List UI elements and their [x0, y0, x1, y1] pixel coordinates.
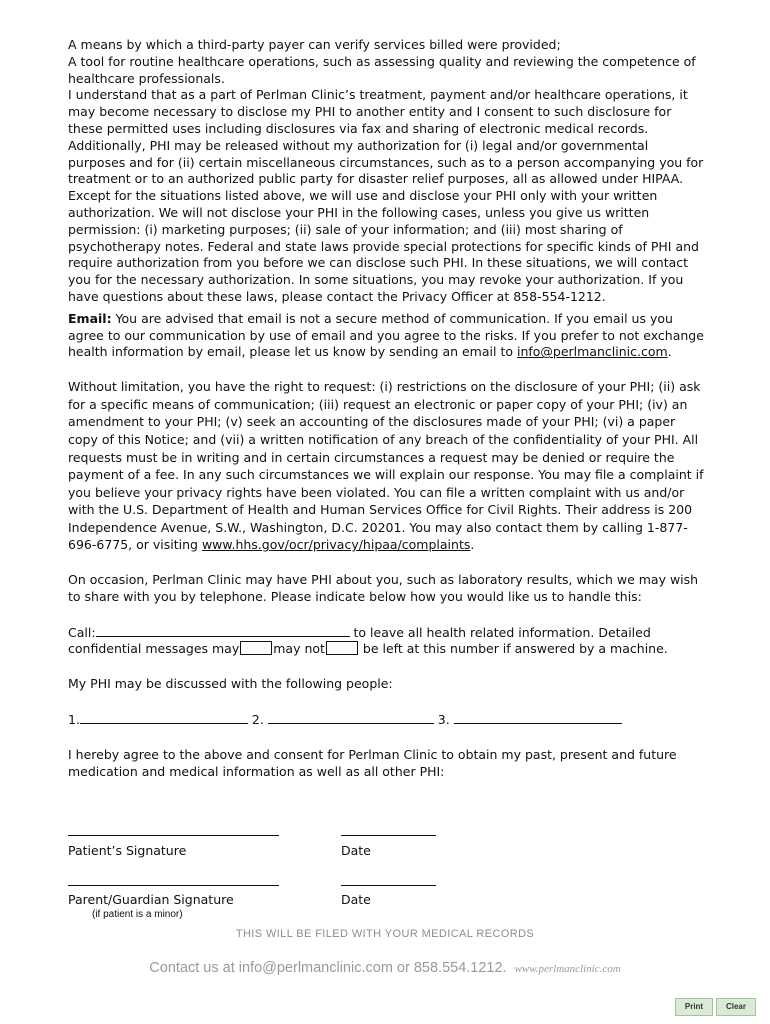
email-text: You are advised that email is not a secure method of communication. If you email us you agree to our communication by use of email and you agree to the risks. If you prefer to not exchange health information by email, please let us know by sending an email to — [68, 310, 704, 360]
document-body — [68, 37, 708, 780]
may-checkbox[interactable] — [240, 641, 272, 655]
call-section: Call: to leave all health related information. Detailed confidential messages may may not be left at this number if answered by a machine. — [68, 624, 668, 657]
email-label: Email: — [68, 310, 112, 326]
person-2-field[interactable] — [268, 711, 434, 724]
guardian-note: (if patient is a minor) — [92, 909, 183, 920]
filed-notice: THIS WILL BE FILED WITH YOUR MEDICAL RECORDS — [235, 928, 535, 940]
disclosure-paragraph: I understand that as a part of Perlman Clinic’s treatment, payment and/or healthcare operations, it may become necessary to disclose my PHI to another entity and I consent to such disclosure for these permitted uses including disclosures via fax and sharing of electronic medical records. Additionally, PHI may be released without my authorization for (i) legal and/or governmental purposes and for (ii) certain miscellaneous circumstances, such as to a person accompanying you for treatment or to an authorized public party for disaster relief purposes, all as allowed under HIPAA. — [68, 87, 704, 187]
people-fields: 1. 2. 3. — [68, 711, 708, 729]
guardian-signature-label: Parent/Guardian Signature — [68, 892, 234, 907]
contact-text: Contact us at info@perlmanclinic.com or 858.554.1212. — [149, 960, 507, 976]
patient-date-label: Date — [341, 843, 371, 858]
guardian-signature-line[interactable] — [68, 884, 279, 886]
call-number-field[interactable] — [96, 624, 350, 637]
consent-paragraph: I hereby agree to the above and consent for Perlman Clinic to obtain my past, present and future medication and medical information as well as all other PHI: — [68, 746, 677, 779]
intro-line-1: A means by which a third-party payer can verify services billed were provided; — [68, 37, 561, 52]
authorization-paragraph: Except for the situations listed above, we will use and disclose your PHI only with your written authorization. We will not disclose your PHI in the following cases, unless you give us written permission: (i) marketing purposes; (ii) sale of your information; and (iii) most sharing of psychotherapy notes. Federal and state laws provide special protections for specific kinds of PHI and require authorization from you before we can disclose such PHI. In these situations, we will contact you for the necessary authorization. In some situations, you may revoke your authorization. If you have questions about these laws, please contact the Privacy Officer at 858-554-1212. — [68, 188, 699, 304]
intro-block — [68, 37, 708, 87]
people-intro: My PHI may be discussed with the following people: — [68, 676, 393, 692]
hhs-link[interactable]: www.hhs.gov/ocr/privacy/hipaa/complaints — [201, 537, 471, 553]
contact-footer — [0, 960, 770, 976]
call-label: Call: — [68, 624, 96, 640]
email-link[interactable]: info@perlmanclinic.com — [516, 344, 668, 360]
patient-signature-label: Patient’s Signature — [68, 843, 187, 858]
patient-signature-line[interactable] — [68, 834, 279, 836]
person-1-field[interactable] — [80, 711, 248, 724]
website-text: www.perlmanclinic.com — [514, 963, 621, 975]
patient-date-line[interactable] — [341, 834, 436, 836]
telephone-paragraph: On occasion, Perlman Clinic may have PHI about you, such as laboratory results, which we may wish to share with you by telephone. Please indicate below how you would like us to handle this: — [68, 572, 699, 604]
person-3-field[interactable] — [454, 711, 622, 724]
clear-button[interactable]: Clear — [716, 998, 756, 1016]
email-paragraph: Email: You are advised that email is not a secure method of communication. If you email us you agree to our communication by use of email and you agree to the risks. If you prefer to not exchange health information by email, please let us know by sending an email to info@perlmanclinic.com. — [68, 310, 704, 360]
intro-line-2: A tool for routine healthcare operations, such as assessing quality and reviewing the competence of healthcare professionals. — [68, 53, 696, 86]
guardian-date-line[interactable] — [341, 884, 436, 886]
print-button[interactable]: Print — [675, 998, 713, 1016]
rights-paragraph: Without limitation, you have the right to request: (i) restrictions on the disclosure of your PHI; (ii) ask for a specific means of communication; (iii) request an electronic or paper copy of your PHI; (iv) an amendment to your PHI; (v) seek an accounting of the disclosures made of your PHI; (vi) a paper copy of this Notice; and (vii) a written notification of any breach of the confidentiality of your PHI. All requests must be in writing and in certain circumstances a request may be denied or require the payment of a fee. In any such circumstances we will explain our response. You may file a complaint if you believe your privacy rights have been violated. You can file a written complaint with us and/or with the U.S. Department of Health and Human Services Office for Civil Rights. Their address is 200 Independence Avenue, S.W., Washington, D.C. 20201. You may also contact them by calling 1-877-696-6775, or visiting www.hhs.gov/ocr/privacy/hipaa/complaints. — [68, 379, 704, 553]
may-not-checkbox[interactable] — [326, 641, 358, 655]
rights-text: Without limitation, you have the right to request: (i) restrictions on the disclosure of your PHI; (ii) ask for a specific means of communication; (iii) request an electronic or paper copy of your PHI; (iv) an amendment to your PHI; (v) seek an accounting of the disclosures made of your PHI; (vi) a paper copy of this Notice; and (vii) a written notification of any breach of the confidentiality of your PHI. All requests must be in writing and in certain circumstances a request may be denied or require the payment of a fee. In any such circumstances we will explain our response. You may file a complaint if you believe your privacy rights have been violated. You can file a written complaint with us and/or with the U.S. Department of Health and Human Services Office for Civil Rights. Their address is 200 Independence Avenue, S.W., Washington, D.C. 20201. You may also contact them by calling 1-877-696-6775, or visiting — [68, 379, 704, 553]
guardian-date-label: Date — [341, 892, 371, 907]
